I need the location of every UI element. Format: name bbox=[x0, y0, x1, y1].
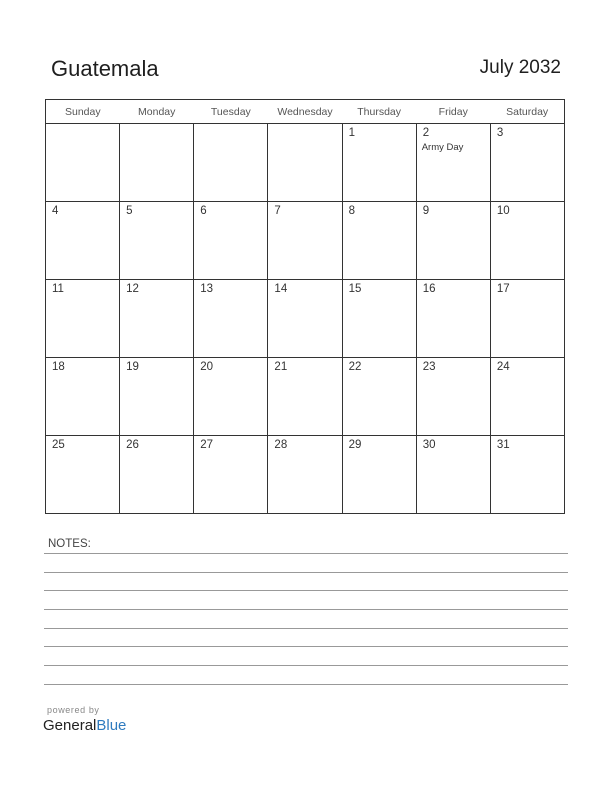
day-number: 24 bbox=[496, 361, 510, 373]
day-cell bbox=[46, 202, 120, 280]
holiday-label bbox=[343, 296, 416, 298]
day-cell bbox=[342, 436, 416, 514]
day-number: 12 bbox=[126, 283, 139, 295]
day-number: 26 bbox=[126, 439, 139, 451]
day-cell bbox=[268, 124, 342, 202]
day-number: 29 bbox=[348, 439, 362, 451]
note-line bbox=[44, 646, 568, 647]
brand-blue-text: Blue bbox=[96, 717, 127, 734]
holiday-label bbox=[120, 452, 193, 454]
day-number: 25 bbox=[52, 439, 65, 451]
day-cell bbox=[46, 358, 120, 436]
weekday-header: Saturday bbox=[490, 100, 564, 124]
holiday-label bbox=[268, 452, 341, 454]
day-number: 31 bbox=[496, 439, 510, 451]
day-cell bbox=[416, 202, 490, 280]
day-cell bbox=[490, 280, 564, 358]
day-cell bbox=[342, 124, 416, 202]
powered-by-label: powered by bbox=[47, 705, 100, 715]
note-line bbox=[44, 590, 568, 591]
week-row bbox=[46, 358, 565, 436]
day-number: 5 bbox=[126, 205, 133, 217]
holiday-label bbox=[46, 127, 119, 129]
weekday-header: Sunday bbox=[46, 100, 120, 124]
day-cell bbox=[120, 124, 194, 202]
holiday-label bbox=[343, 452, 416, 454]
day-number: 18 bbox=[52, 361, 65, 373]
holiday-label bbox=[343, 218, 416, 220]
day-cell bbox=[416, 358, 490, 436]
day-number: 9 bbox=[422, 205, 430, 217]
day-number: 16 bbox=[422, 283, 436, 295]
day-cell bbox=[268, 202, 342, 280]
holiday-label bbox=[120, 374, 193, 376]
holiday-label bbox=[417, 374, 490, 376]
calendar-grid bbox=[45, 99, 565, 514]
week-row bbox=[46, 280, 565, 358]
day-cell bbox=[416, 124, 490, 202]
day-cell bbox=[268, 436, 342, 514]
note-line bbox=[44, 684, 568, 685]
day-number: 27 bbox=[200, 439, 214, 451]
holiday-label bbox=[491, 452, 564, 454]
day-number: 2 bbox=[422, 127, 430, 139]
day-cell bbox=[194, 280, 268, 358]
day-cell bbox=[416, 436, 490, 514]
holiday-label bbox=[194, 452, 267, 454]
weekday-header: Monday bbox=[120, 100, 194, 124]
brand-general-text: General bbox=[43, 717, 97, 734]
week-row bbox=[46, 202, 565, 280]
day-cell bbox=[194, 202, 268, 280]
holiday-label bbox=[46, 296, 119, 298]
day-cell bbox=[120, 436, 194, 514]
day-cell bbox=[120, 358, 194, 436]
holiday-label bbox=[343, 374, 416, 376]
holiday-label bbox=[194, 218, 267, 220]
day-cell bbox=[490, 358, 564, 436]
day-number: 4 bbox=[52, 205, 59, 217]
holiday-label bbox=[120, 296, 193, 298]
day-cell bbox=[46, 124, 120, 202]
holiday-label bbox=[120, 218, 193, 220]
weekday-header: Friday bbox=[416, 100, 490, 124]
holiday-label bbox=[120, 127, 193, 129]
day-number: 30 bbox=[422, 439, 436, 451]
day-cell bbox=[490, 202, 564, 280]
holiday-label: Army Day bbox=[421, 142, 464, 153]
day-number: 7 bbox=[274, 205, 281, 217]
holiday-label bbox=[194, 296, 267, 298]
day-number: 8 bbox=[348, 205, 355, 217]
notes-label: NOTES: bbox=[48, 538, 91, 550]
day-number: 1 bbox=[348, 127, 355, 139]
day-cell bbox=[46, 436, 120, 514]
week-row bbox=[46, 124, 565, 202]
weekday-header: Wednesday bbox=[268, 100, 342, 124]
note-line bbox=[44, 609, 568, 610]
holiday-label bbox=[491, 218, 564, 220]
weekday-header: Tuesday bbox=[194, 100, 268, 124]
day-cell bbox=[342, 202, 416, 280]
day-number: 23 bbox=[422, 361, 436, 373]
day-cell bbox=[194, 124, 268, 202]
day-cell bbox=[120, 202, 194, 280]
day-number: 6 bbox=[200, 205, 207, 217]
day-number: 11 bbox=[52, 283, 64, 295]
day-number: 13 bbox=[200, 283, 214, 295]
holiday-label bbox=[491, 140, 564, 142]
day-number: 20 bbox=[200, 361, 214, 373]
holiday-label bbox=[268, 218, 341, 220]
day-number: 22 bbox=[348, 361, 362, 373]
day-number: 3 bbox=[496, 127, 504, 139]
day-cell bbox=[268, 358, 342, 436]
brand-logo bbox=[43, 717, 126, 734]
holiday-label bbox=[194, 374, 267, 376]
day-number: 10 bbox=[496, 205, 510, 217]
note-line bbox=[44, 572, 568, 573]
holiday-label bbox=[46, 374, 119, 376]
holiday-label bbox=[417, 218, 490, 220]
month-year-title: July 2032 bbox=[479, 57, 561, 78]
day-number: 15 bbox=[348, 283, 362, 295]
day-cell bbox=[46, 280, 120, 358]
holiday-label bbox=[268, 296, 341, 298]
holiday-label bbox=[491, 296, 564, 298]
holiday-label bbox=[268, 127, 341, 129]
holiday-label bbox=[491, 374, 564, 376]
day-number: 17 bbox=[496, 283, 510, 295]
day-number: 28 bbox=[274, 439, 288, 451]
day-cell bbox=[194, 358, 268, 436]
day-number: 19 bbox=[126, 361, 139, 373]
day-number: 14 bbox=[274, 283, 288, 295]
day-cell bbox=[120, 280, 194, 358]
day-cell bbox=[194, 436, 268, 514]
holiday-label bbox=[417, 296, 490, 298]
day-cell bbox=[268, 280, 342, 358]
weekday-header: Thursday bbox=[342, 100, 416, 124]
day-cell bbox=[490, 436, 564, 514]
week-row bbox=[46, 436, 565, 514]
holiday-label bbox=[194, 127, 267, 129]
day-cell bbox=[342, 358, 416, 436]
day-cell bbox=[490, 124, 564, 202]
country-title: Guatemala bbox=[51, 56, 159, 81]
holiday-label bbox=[46, 218, 119, 220]
holiday-label bbox=[417, 452, 490, 454]
day-cell bbox=[416, 280, 490, 358]
holiday-label bbox=[268, 374, 341, 376]
note-line bbox=[44, 628, 568, 629]
weekday-header-row bbox=[46, 100, 565, 124]
holiday-label bbox=[46, 452, 119, 454]
note-line bbox=[44, 665, 568, 666]
note-line bbox=[44, 553, 568, 554]
day-number: 21 bbox=[274, 361, 288, 373]
holiday-label bbox=[343, 140, 416, 142]
day-cell bbox=[342, 280, 416, 358]
